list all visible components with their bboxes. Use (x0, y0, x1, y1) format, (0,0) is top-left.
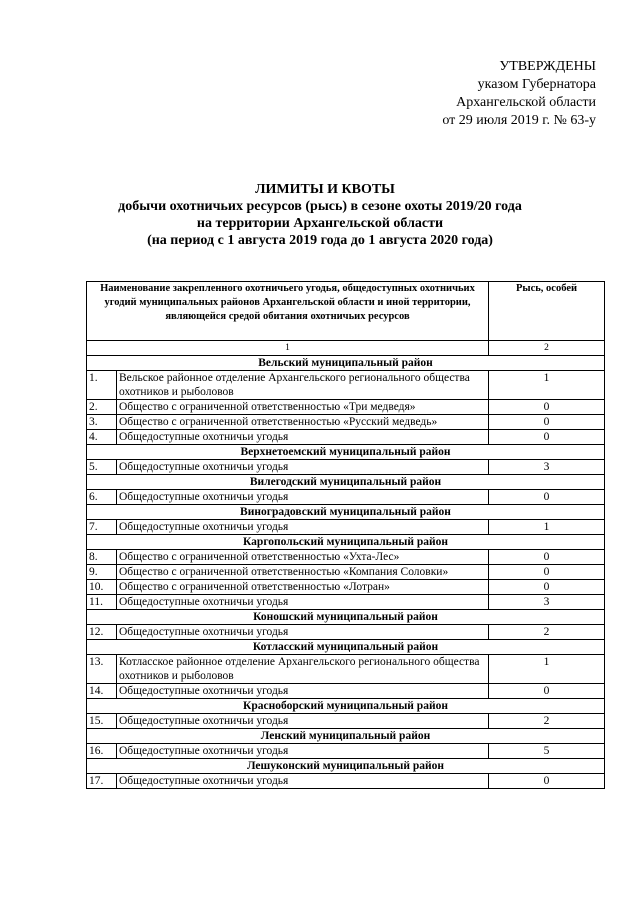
table-row (87, 371, 605, 400)
row-name: Общедоступные охотничьи угодья (117, 520, 489, 535)
approval-line: от 29 июля 2019 г. № 63-у (442, 113, 596, 128)
document-title (0, 181, 640, 249)
table-index-row (87, 341, 605, 356)
row-number: 7. (87, 520, 117, 535)
row-name: Общество с ограниченной ответственностью «Ухта-Лес» (117, 550, 489, 565)
row-value: 1 (489, 371, 605, 400)
title-line: ЛИМИТЫ И КВОТЫ (255, 182, 395, 197)
row-value: 0 (489, 490, 605, 505)
row-name: Общество с ограниченной ответственностью «Три медведя» (117, 400, 489, 415)
row-value: 5 (489, 744, 605, 759)
row-value: 0 (489, 774, 605, 789)
row-number: 15. (87, 714, 117, 729)
district-name: Виноградовский муниципальный район (87, 505, 605, 520)
table-row (87, 550, 605, 565)
row-number: 13. (87, 655, 117, 684)
table-row (87, 490, 605, 505)
row-name: Общество с ограниченной ответственностью «Компания Соловки» (117, 565, 489, 580)
row-number: 5. (87, 460, 117, 475)
district-row (87, 445, 605, 460)
table-row (87, 595, 605, 610)
table-row (87, 565, 605, 580)
quota-table (86, 281, 605, 789)
district-row (87, 505, 605, 520)
index-col1: 1 (87, 341, 489, 356)
row-number: 8. (87, 550, 117, 565)
row-name: Общедоступные охотничьи угодья (117, 595, 489, 610)
row-number: 4. (87, 430, 117, 445)
table-row (87, 625, 605, 640)
row-name: Общедоступные охотничьи угодья (117, 714, 489, 729)
district-row (87, 356, 605, 371)
row-value: 2 (489, 625, 605, 640)
approval-line: указом Губернатора (477, 77, 596, 92)
district-name: Котласский муниципальный район (87, 640, 605, 655)
approval-block (336, 58, 596, 130)
row-value: 0 (489, 580, 605, 595)
district-name: Вельский муниципальный район (87, 356, 605, 371)
row-name: Общедоступные охотничьи угодья (117, 625, 489, 640)
row-value: 3 (489, 595, 605, 610)
district-row (87, 640, 605, 655)
district-name: Лешуконский муниципальный район (87, 759, 605, 774)
table-header-row (87, 282, 605, 341)
row-value: 0 (489, 684, 605, 699)
row-name: Общедоступные охотничьи угодья (117, 744, 489, 759)
row-number: 14. (87, 684, 117, 699)
row-name: Общедоступные охотничьи угодья (117, 774, 489, 789)
index-col2: 2 (489, 341, 605, 356)
district-name: Вилегодский муниципальный район (87, 475, 605, 490)
district-row (87, 610, 605, 625)
row-value: 0 (489, 400, 605, 415)
row-number: 16. (87, 744, 117, 759)
row-name: Общество с ограниченной ответственностью «Лотран» (117, 580, 489, 595)
approval-line: УТВЕРЖДЕНЫ (499, 59, 596, 74)
table-row (87, 520, 605, 535)
row-name: Вельское районное отделение Архангельского регионального общества охотников и рыболовов (117, 371, 489, 400)
row-value: 0 (489, 550, 605, 565)
table-row (87, 430, 605, 445)
row-number: 11. (87, 595, 117, 610)
approval-line: Архангельской области (456, 95, 596, 110)
row-value: 1 (489, 655, 605, 684)
district-name: Верхнетоемский муниципальный район (87, 445, 605, 460)
row-number: 12. (87, 625, 117, 640)
table-row (87, 460, 605, 475)
title-line: (на период с 1 августа 2019 года до 1 августа 2020 года) (147, 233, 493, 248)
row-number: 9. (87, 565, 117, 580)
district-row (87, 729, 605, 744)
row-value: 0 (489, 430, 605, 445)
district-row (87, 535, 605, 550)
district-name: Ленский муниципальный район (87, 729, 605, 744)
header-name: Наименование закрепленного охотничьего угодья, общедоступных охотничьих угодий муниципальных районов Архангельской области и иной территории, являющейся средой обитания охотничьих ресурсов (87, 282, 489, 341)
row-number: 3. (87, 415, 117, 430)
row-value: 2 (489, 714, 605, 729)
row-number: 17. (87, 774, 117, 789)
district-row (87, 475, 605, 490)
table-row (87, 580, 605, 595)
row-name: Общедоступные охотничьи угодья (117, 430, 489, 445)
table-row (87, 655, 605, 684)
row-name: Общедоступные охотничьи угодья (117, 684, 489, 699)
header-value: Рысь, особей (489, 282, 605, 341)
table-body (87, 356, 605, 789)
row-name: Общедоступные охотничьи угодья (117, 460, 489, 475)
row-value: 0 (489, 415, 605, 430)
district-row (87, 699, 605, 714)
row-number: 2. (87, 400, 117, 415)
row-value: 3 (489, 460, 605, 475)
table-row (87, 714, 605, 729)
row-value: 0 (489, 565, 605, 580)
row-number: 10. (87, 580, 117, 595)
table-row (87, 774, 605, 789)
row-value: 1 (489, 520, 605, 535)
table-row (87, 744, 605, 759)
district-name: Красноборский муниципальный район (87, 699, 605, 714)
table-row (87, 415, 605, 430)
district-name: Каргопольский муниципальный район (87, 535, 605, 550)
table-row (87, 684, 605, 699)
table-row (87, 400, 605, 415)
title-line: добычи охотничьих ресурсов (рысь) в сезоне охоты 2019/20 года (118, 199, 522, 214)
row-name: Котласское районное отделение Архангельского регионального общества охотников и рыболовов (117, 655, 489, 684)
row-number: 1. (87, 371, 117, 400)
title-line: на территории Архангельской области (196, 216, 444, 231)
row-number: 6. (87, 490, 117, 505)
row-name: Общество с ограниченной ответственностью «Русский медведь» (117, 415, 489, 430)
district-row (87, 759, 605, 774)
row-name: Общедоступные охотничьи угодья (117, 490, 489, 505)
district-name: Коношский муниципальный район (87, 610, 605, 625)
